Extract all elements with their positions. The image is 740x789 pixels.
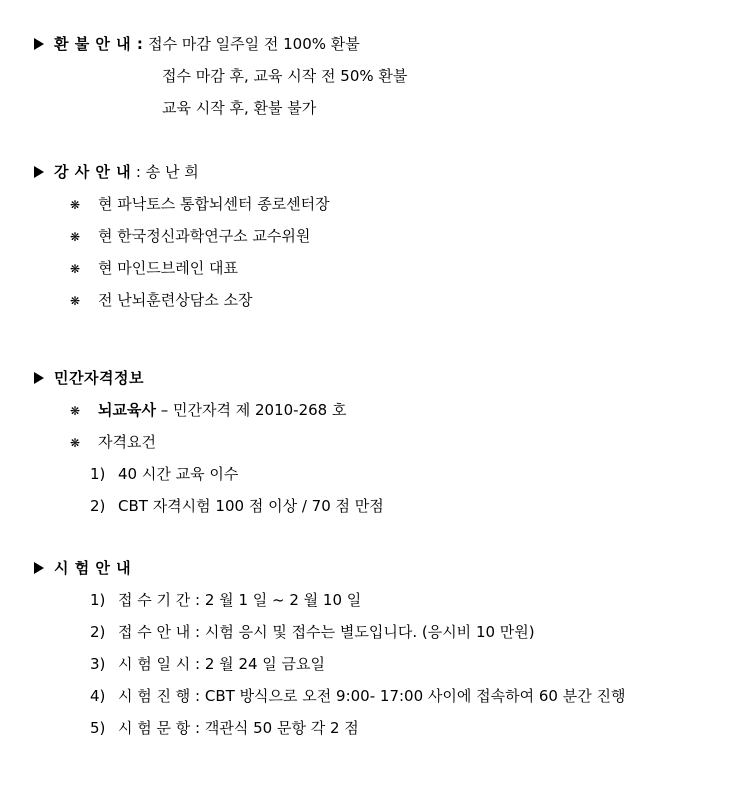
requirement-item [90, 464, 238, 484]
exam-item [90, 654, 325, 674]
flower-bullet-icon: ❋ [70, 294, 81, 308]
cert-title: 민간자격정보 [54, 369, 144, 387]
exam-item-text: 시험 응시 및 접수는 별도입니다. (응시비 10 만원) [204, 623, 535, 641]
exam-item [90, 590, 361, 610]
cert-item [70, 432, 156, 452]
refund-title: 환 불 안 내 : [54, 35, 144, 53]
flower-bullet-icon: ❋ [70, 198, 81, 212]
flower-bullet-icon: ❋ [70, 436, 81, 450]
instructor-item [70, 290, 252, 310]
refund-line-2: 접수 마감 후, 교육 시작 전 50% 환불 [162, 67, 408, 85]
triangle-bullet-icon [34, 372, 44, 384]
exam-item [90, 718, 359, 738]
triangle-bullet-icon [34, 38, 44, 50]
instructor-item [70, 226, 310, 246]
triangle-bullet-icon [34, 166, 44, 178]
instructor-heading-line [34, 162, 199, 182]
requirement-number: 1) [90, 465, 106, 483]
triangle-bullet-icon [34, 562, 44, 574]
exam-heading-line [34, 558, 131, 578]
exam-item-number: 1) [90, 591, 106, 609]
exam-item-text: 객관식 50 문항 각 2 점 [204, 719, 359, 737]
exam-item-number: 5) [90, 719, 106, 737]
refund-line-1: 접수 마감 일주일 전 100% 환불 [148, 35, 360, 53]
instructor-title: 강 사 안 내 [54, 163, 132, 181]
refund-heading-line [34, 34, 360, 54]
requirement-item [90, 496, 384, 516]
exam-item-text: CBT 방식으로 오전 9:00- 17:00 사이에 접속하여 60 분간 진행 [204, 687, 626, 705]
instructor-item-text: 현 마인드브레인 대표 [98, 259, 238, 277]
instructor-item [70, 194, 330, 214]
instructor-sep: : [135, 163, 141, 181]
exam-item-number: 3) [90, 655, 106, 673]
exam-title: 시 험 안 내 [54, 559, 132, 577]
cert-item [70, 400, 346, 420]
requirement-text: 40 시간 교육 이수 [118, 465, 239, 483]
cert-requirements-label: 자격요건 [98, 433, 156, 451]
requirement-text: CBT 자격시험 100 점 이상 / 70 점 만점 [118, 497, 384, 515]
instructor-item-text: 현 한국정신과학연구소 교수위원 [98, 227, 311, 245]
instructor-name: 송 난 희 [145, 163, 199, 181]
flower-bullet-icon: ❋ [70, 230, 81, 244]
exam-item [90, 622, 535, 642]
instructor-item-text: 전 난뇌훈련상담소 소장 [98, 291, 253, 309]
exam-item-label: 접 수 기 간 : [118, 591, 201, 609]
exam-item-text: 2 월 1 일 ~ 2 월 10 일 [204, 591, 362, 609]
refund-line-3: 교육 시작 후, 환불 불가 [162, 99, 317, 117]
instructor-item [70, 258, 238, 278]
exam-item-text: 2 월 24 일 금요일 [204, 655, 326, 673]
instructor-item-text: 현 파낙토스 통합뇌센터 종로센터장 [98, 195, 330, 213]
flower-bullet-icon: ❋ [70, 262, 81, 276]
requirement-number: 2) [90, 497, 106, 515]
exam-item-label: 접 수 안 내 : [118, 623, 201, 641]
cert-name: 뇌교육사 [98, 401, 156, 419]
exam-item-number: 4) [90, 687, 106, 705]
exam-item-label: 시 험 진 행 : [118, 687, 201, 705]
cert-number: – 민간자격 제 2010-268 호 [155, 401, 347, 419]
flower-bullet-icon: ❋ [70, 404, 81, 418]
exam-item-number: 2) [90, 623, 106, 641]
cert-heading-line [34, 368, 144, 388]
exam-item-label: 시 험 문 항 : [118, 719, 201, 737]
exam-item-label: 시 험 일 시 : [118, 655, 201, 673]
exam-item [90, 686, 625, 706]
